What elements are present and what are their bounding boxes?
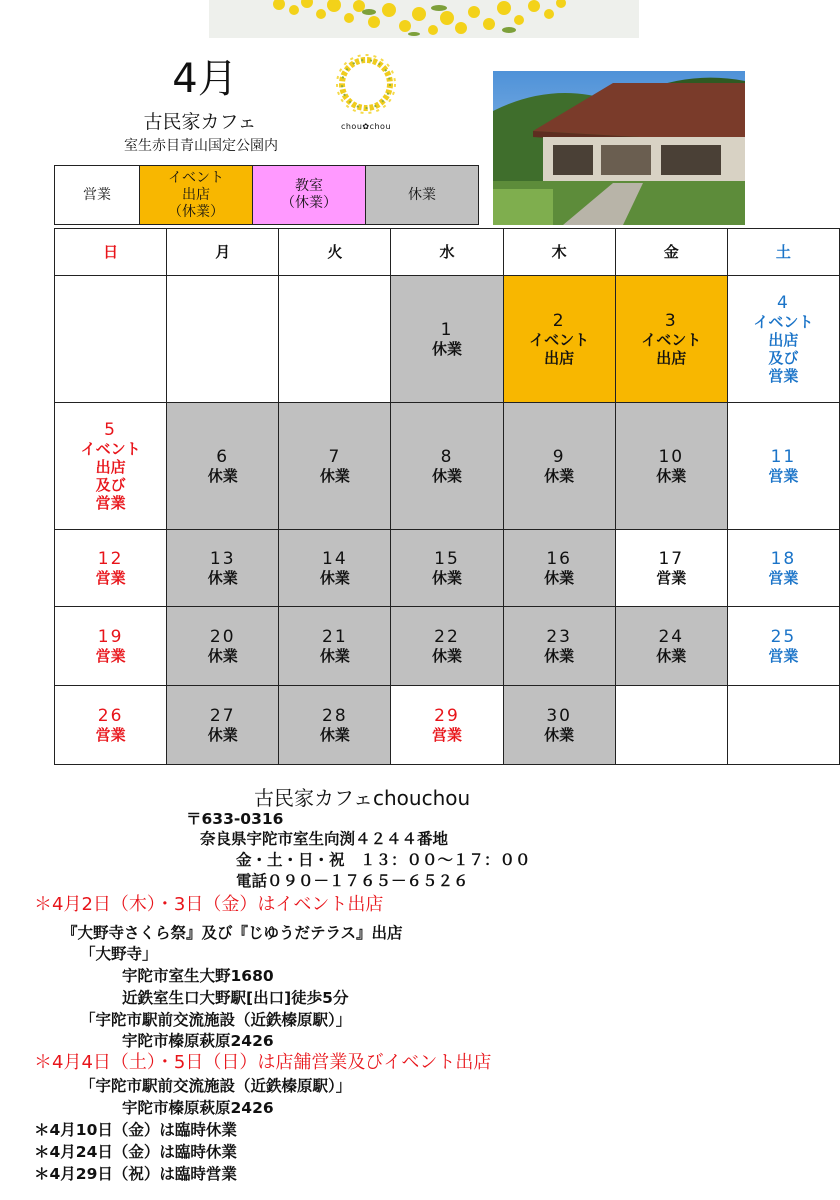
weekday-mon: 月 <box>167 229 279 276</box>
park-name: 室生赤目青山国定公園内 <box>124 138 278 154</box>
day-number: 1 <box>440 319 454 340</box>
calendar-day-cell <box>727 607 839 686</box>
day-status: 休業 <box>431 339 462 358</box>
calendar-week-row <box>55 276 840 403</box>
day-number: 11 <box>770 446 797 467</box>
day-number: 16 <box>546 548 572 569</box>
day-status: イベント 出店 及び 営業 <box>80 439 141 512</box>
weekday-tue: 火 <box>279 229 391 276</box>
calendar-day-cell <box>55 403 167 530</box>
calendar-day-cell <box>55 530 167 607</box>
day-status: 休業 <box>656 466 687 485</box>
day-number: 29 <box>434 705 460 726</box>
day-status: 営業 <box>95 646 126 665</box>
calendar-day-cell <box>727 276 839 403</box>
april-calendar <box>54 228 840 765</box>
day-number: 6 <box>216 446 230 467</box>
day-status: 営業 <box>768 466 799 485</box>
day-number: 8 <box>440 446 454 467</box>
calendar-week-row <box>55 403 840 530</box>
day-status: 休業 <box>544 568 575 587</box>
day-number: 14 <box>322 548 348 569</box>
address: 奈良県宇陀市室生向渕４２４４番地 <box>200 830 449 848</box>
venue-3-address: 宇陀市榛原萩原2426 <box>122 1099 274 1117</box>
calendar-day-cell <box>615 607 727 686</box>
venue-1-address: 宇陀市室生大野1680 <box>122 967 274 985</box>
calendar-day-cell <box>727 530 839 607</box>
postal-code: 〒633-0316 <box>186 810 284 828</box>
day-number: 15 <box>434 548 460 569</box>
phone: 電話０９０－１７６５－６５２６ <box>236 872 469 890</box>
event-names: 『大野寺さくら祭』及び『じゆうだテラス』出店 <box>62 924 403 942</box>
day-status: 休業 <box>431 646 462 665</box>
day-number: 12 <box>97 548 124 569</box>
day-status: 休業 <box>207 725 238 744</box>
opening-hours: 金・土・日・祝 １３：００～１７：００ <box>236 851 531 869</box>
day-status: 営業 <box>768 646 799 665</box>
wreath-logo <box>334 48 398 138</box>
venue-2-address: 宇陀市榛原萩原2426 <box>122 1032 274 1050</box>
venue-1-access: 近鉄室生口大野駅[出口]徒歩5分 <box>122 989 349 1007</box>
calendar-empty-cell <box>167 276 279 403</box>
note-closed-24: ＊4月24日（金）は臨時休業 <box>34 1143 237 1161</box>
day-status: 営業 <box>768 568 799 587</box>
legend-closed <box>366 166 479 225</box>
calendar-week-row <box>55 686 840 765</box>
day-number: 26 <box>97 705 124 726</box>
legend-event <box>140 166 253 225</box>
day-number: 7 <box>328 446 342 467</box>
day-number: 4 <box>777 292 790 313</box>
legend-label: 営業 <box>83 186 111 203</box>
day-status: 休業 <box>544 466 575 485</box>
day-status: 営業 <box>95 568 126 587</box>
calendar-day-cell <box>167 530 279 607</box>
day-number: 24 <box>658 626 685 647</box>
calendar-day-cell <box>391 403 503 530</box>
day-status: 休業 <box>207 646 238 665</box>
notice-event-1: ＊4月2日（木）・3日（金）はイベント出店 <box>34 894 384 915</box>
calendar-empty-cell <box>279 276 391 403</box>
calendar-empty-cell <box>55 276 167 403</box>
calendar-day-cell <box>615 403 727 530</box>
calendar-empty-cell <box>615 686 727 765</box>
day-status: 休業 <box>319 466 350 485</box>
note-closed-10: ＊4月10日（金）は臨時休業 <box>34 1121 237 1139</box>
day-number: 21 <box>322 626 348 647</box>
weekday-sat: 土 <box>727 229 839 276</box>
day-status: イベント 出店 <box>529 330 590 367</box>
day-status: 休業 <box>319 646 350 665</box>
day-status: 営業 <box>431 725 462 744</box>
day-number: 2 <box>552 310 566 331</box>
info-title: 古民家カフェchouchou <box>254 786 471 810</box>
day-status: 休業 <box>431 568 462 587</box>
day-status: 営業 <box>656 568 687 587</box>
day-number: 28 <box>322 705 348 726</box>
calendar-day-cell <box>503 403 615 530</box>
month-title: 4月 <box>172 56 238 102</box>
wreath-icon <box>334 48 398 120</box>
calendar-day-cell <box>279 403 391 530</box>
legend-label: 教室 （休業） <box>281 178 337 211</box>
day-number: 20 <box>209 626 236 647</box>
calendar-day-cell <box>615 530 727 607</box>
day-number: 22 <box>434 626 460 647</box>
day-status: 休業 <box>207 568 238 587</box>
day-status: 休業 <box>319 725 350 744</box>
status-legend <box>54 165 479 225</box>
legend-label: 休業 <box>408 186 436 203</box>
day-number: 3 <box>664 310 678 331</box>
venue-2-name: 「宇陀市駅前交流施設（近鉄榛原駅）」 <box>80 1011 352 1029</box>
day-number: 19 <box>97 626 124 647</box>
day-number: 5 <box>104 419 117 440</box>
weekday-thu: 木 <box>503 229 615 276</box>
calendar-day-cell <box>279 530 391 607</box>
day-number: 23 <box>546 626 572 647</box>
venue-3-name: 「宇陀市駅前交流施設（近鉄榛原駅）」 <box>80 1077 352 1095</box>
day-status: 休業 <box>656 646 687 665</box>
flower-banner-image <box>209 0 639 38</box>
day-status: 営業 <box>95 725 126 744</box>
calendar-day-cell <box>55 686 167 765</box>
calendar-day-cell <box>503 607 615 686</box>
weekday-sun: 日 <box>55 229 167 276</box>
calendar-day-cell <box>503 530 615 607</box>
cafe-name: 古民家カフェ <box>143 111 257 133</box>
day-status: 休業 <box>319 568 350 587</box>
weekday-fri: 金 <box>615 229 727 276</box>
calendar-week-row <box>55 607 840 686</box>
calendar-day-cell <box>391 686 503 765</box>
calendar-day-cell <box>391 607 503 686</box>
day-status: イベント 出店 <box>641 330 702 367</box>
notice-event-2: ＊4月4日（土）・5日（日）は店舗営業及びイベント出店 <box>34 1052 492 1073</box>
calendar-day-cell <box>503 276 615 403</box>
day-number: 18 <box>770 548 797 569</box>
logo-text: chou✿chou <box>340 122 392 131</box>
calendar-day-cell <box>167 607 279 686</box>
legend-class <box>253 166 366 225</box>
farmhouse-photo <box>493 71 745 225</box>
day-number: 27 <box>209 705 236 726</box>
day-status: イベント 出店 及び 営業 <box>753 312 814 385</box>
venue-1-name: 「大野寺」 <box>80 945 158 963</box>
calendar-day-cell <box>55 607 167 686</box>
calendar-day-cell <box>503 686 615 765</box>
day-number: 9 <box>552 446 566 467</box>
calendar-day-cell <box>167 686 279 765</box>
day-number: 10 <box>658 446 685 467</box>
legend-label: イベント 出店 （休業） <box>168 169 224 220</box>
day-status: 休業 <box>207 466 238 485</box>
calendar-day-cell <box>279 607 391 686</box>
calendar-day-cell <box>391 530 503 607</box>
day-status: 休業 <box>431 466 462 485</box>
note-open-29: ＊4月29日（祝）は臨時営業 <box>34 1165 237 1183</box>
day-number: 13 <box>209 548 236 569</box>
calendar-day-cell <box>615 276 727 403</box>
day-number: 25 <box>770 626 797 647</box>
day-status: 休業 <box>544 725 575 744</box>
legend-open <box>55 166 140 225</box>
calendar-week-row <box>55 530 840 607</box>
calendar-day-cell <box>279 686 391 765</box>
day-number: 30 <box>546 705 572 726</box>
calendar-empty-cell <box>727 686 839 765</box>
weekday-wed: 水 <box>391 229 503 276</box>
calendar-day-cell <box>391 276 503 403</box>
day-number: 17 <box>658 548 685 569</box>
day-status: 休業 <box>544 646 575 665</box>
weekday-header-row <box>55 229 840 276</box>
calendar-day-cell <box>727 403 839 530</box>
calendar-day-cell <box>167 403 279 530</box>
